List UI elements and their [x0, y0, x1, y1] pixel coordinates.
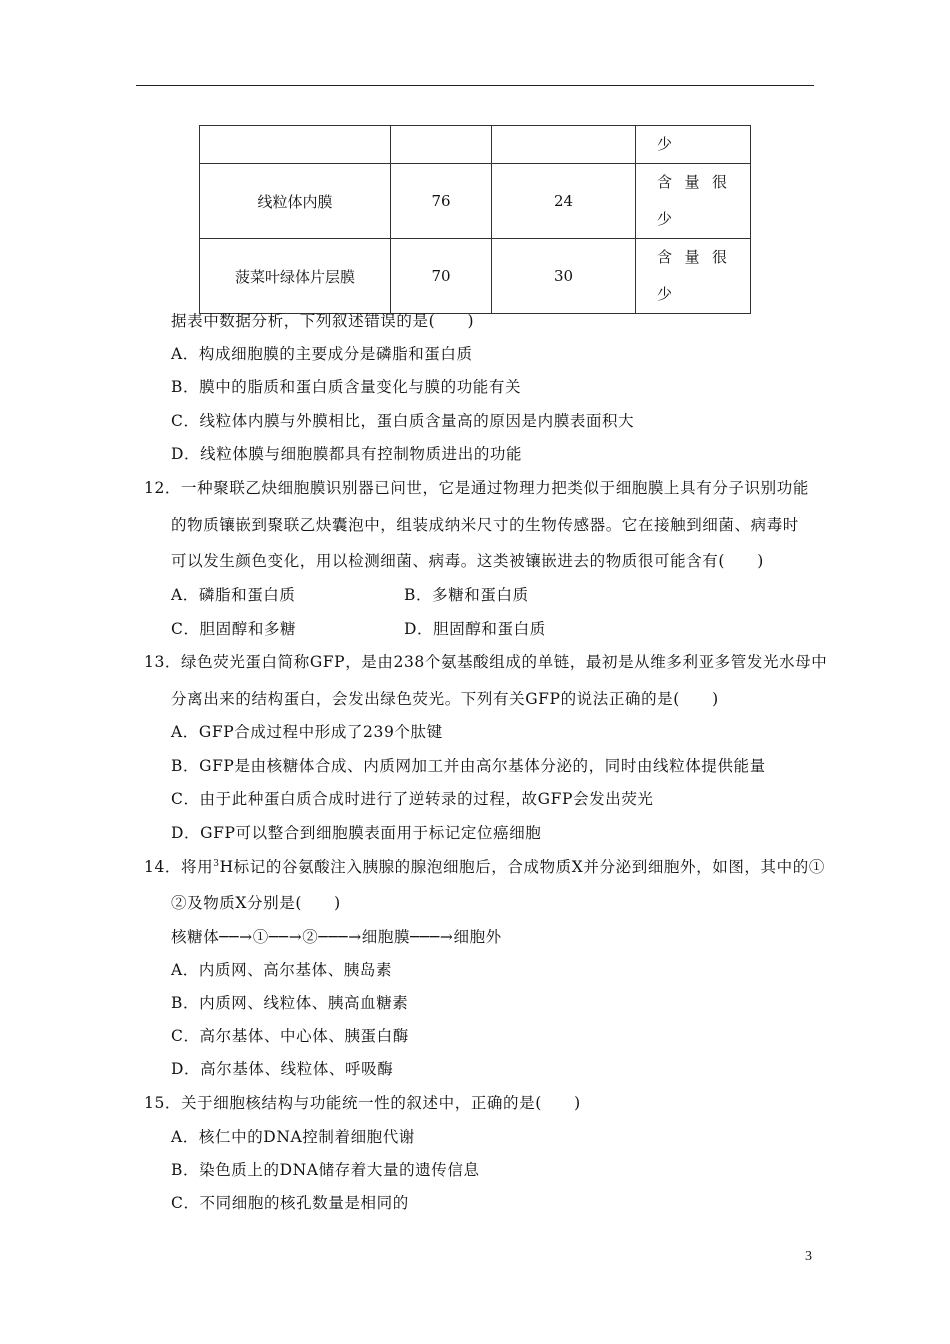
table-cell-name: 菠菜叶绿体片层膜: [200, 239, 391, 314]
table-row: [200, 126, 751, 164]
sugar-text: 少: [657, 285, 675, 303]
question-13-line-1: 13．绿色荧光蛋白简称GFP，是由238个氨基酸组成的单链，最初是从维多利亚多管发光水母中: [144, 653, 828, 671]
sugar-text: 含 量 很: [657, 173, 729, 191]
question-13-option-b: B．GFP是由核糖体合成、内质网加工并由高尔基体分泌的，同时由线粒体提供能量: [171, 757, 766, 775]
table-cell-lipid: [492, 126, 636, 164]
question-15-option-c: C．不同细胞的核孔数量是相同的: [171, 1194, 409, 1212]
page-number: 3: [805, 1249, 812, 1264]
question-14-line-1: [144, 855, 825, 877]
question-14-prefix: 14．将用: [144, 858, 214, 876]
question-12-line-2: 的物质镶嵌到聚联乙炔囊泡中，组装成纳米尺寸的生物传感器。它在接触到细菌、病毒时: [171, 516, 799, 534]
question-11-option-c: C．线粒体内膜与外膜相比，蛋白质含量高的原因是内膜表面积大: [171, 412, 635, 430]
question-11-option-d: D．线粒体膜与细胞膜都具有控制物质进出的功能: [171, 445, 523, 463]
sugar-text: 含 量 很: [657, 248, 729, 266]
question-12-line-3: 可以发生颜色变化，用以检测细菌、病毒。这类被镶嵌进去的物质很可能含有( ): [171, 552, 764, 570]
table-row: [200, 239, 751, 314]
question-14-line-2: ②及物质X分别是( ): [171, 894, 341, 912]
sugar-text: 少: [657, 210, 675, 228]
table-cell-sugar: [636, 164, 751, 239]
question-12-option-c: C．胆固醇和多糖: [171, 620, 297, 638]
question-14-option-d: D．高尔基体、线粒体、呼吸酶: [171, 1060, 394, 1078]
question-12-option-d: D．胆固醇和蛋白质: [404, 620, 546, 638]
table-cell-lipid: 30: [492, 239, 636, 314]
table-cell-protein: 70: [391, 239, 492, 314]
table-cell-sugar: [636, 126, 751, 164]
question-14-option-a: A．内质网、高尔基体、胰岛素: [171, 961, 393, 979]
table-row: [200, 164, 751, 239]
question-11-stem: 据表中数据分析，下列叙述错误的是( ): [171, 312, 475, 330]
question-14-option-b: B．内质网、线粒体、胰高血糖素: [171, 994, 409, 1012]
sugar-text: 少: [657, 135, 675, 153]
question-13-line-2: 分离出来的结构蛋白，会发出绿色荧光。下列有关GFP的说法正确的是( ): [171, 690, 719, 708]
question-15-option-b: B．染色质上的DNA储存着大量的遗传信息: [171, 1161, 480, 1179]
table-cell-protein: [391, 126, 492, 164]
question-15-stem: 15．关于细胞核结构与功能统一性的叙述中，正确的是( ): [144, 1094, 581, 1112]
question-14-option-c: C．高尔基体、中心体、胰蛋白酶: [171, 1027, 409, 1045]
header-rule: [136, 85, 814, 86]
question-13-option-a: A．GFP合成过程中形成了239个肽键: [171, 723, 443, 741]
question-13-option-c: C．由于此种蛋白质合成时进行了逆转录的过程，故GFP会发出荧光: [171, 790, 654, 808]
isotope-superscript: 3: [213, 859, 220, 869]
question-12-option-a: A．磷脂和蛋白质: [171, 586, 296, 604]
table-cell-name: [200, 126, 391, 164]
table-cell-name: 线粒体内膜: [200, 164, 391, 239]
question-11-option-a: A．构成细胞膜的主要成分是磷脂和蛋白质: [171, 345, 473, 363]
question-14-text: H标记的谷氨酸注入胰腺的腺泡细胞后，合成物质X并分泌到细胞外，如图，其中的①: [219, 858, 825, 876]
question-15-option-a: A．核仁中的DNA控制着细胞代谢: [171, 1128, 415, 1146]
question-11-option-b: B．膜中的脂质和蛋白质含量变化与膜的功能有关: [171, 378, 522, 396]
table-cell-protein: 76: [391, 164, 492, 239]
table-cell-lipid: 24: [492, 164, 636, 239]
secretion-pathway-flow: 核糖体──→①──→②───→细胞膜───→细胞外: [171, 928, 502, 946]
question-12-line-1: 12．一种聚联乙炔细胞膜识别器已问世，它是通过物理力把类似于细胞膜上具有分子识别功能: [144, 479, 809, 497]
question-12-option-b: B．多糖和蛋白质: [404, 586, 529, 604]
table-cell-sugar: [636, 239, 751, 314]
question-13-option-d: D．GFP可以整合到细胞膜表面用于标记定位癌细胞: [171, 824, 542, 842]
membrane-composition-table: [199, 125, 751, 314]
